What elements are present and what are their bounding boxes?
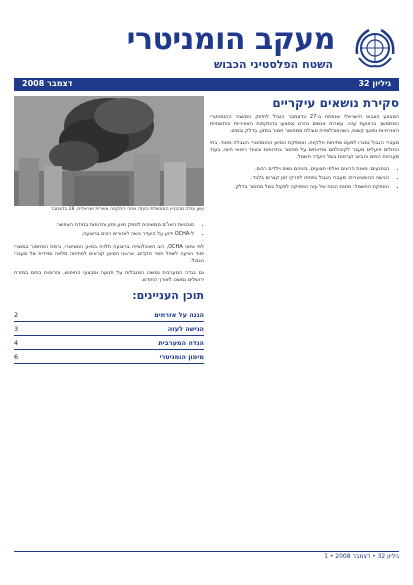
footer-divider bbox=[14, 551, 399, 552]
toc-page: 3 bbox=[14, 325, 19, 333]
bullet-item: • סוכנויות האו"ם ממשיכות לספק סיוע מזון ותרופות במידת האפשר. bbox=[14, 222, 194, 229]
bullet-list bbox=[210, 166, 399, 191]
toc-entry[interactable] bbox=[14, 308, 204, 322]
toc-page: 4 bbox=[14, 339, 19, 347]
masthead bbox=[14, 20, 399, 78]
bullet-list bbox=[14, 222, 204, 238]
toc-entry[interactable] bbox=[14, 322, 204, 336]
photo-caption: עשן עולה מהבניין הממשלתי בעזה אחרי התקפה אווירית ישראלית, 28 בדצמבר bbox=[50, 207, 204, 212]
smoke-photo bbox=[14, 96, 204, 206]
bullet-item: • הספקת החשמל: תחנת הכוח של עזה הפסיקה לפעול בשל מחסור בדלק. bbox=[210, 184, 389, 191]
issue-number: גיליון 32 bbox=[358, 79, 391, 88]
toc-page: 6 bbox=[14, 353, 19, 361]
section-heading: סקירת נושאים עיקריים bbox=[272, 96, 399, 110]
right-column bbox=[210, 96, 399, 193]
paragraph: מעברי הגבול נסגרו למעט פתיחות חלקיות, ואספקת הסיוע ההומניטרי הוגבלה מאוד. בתי החולים פועלים מעבר לקיבולתם ומדווחים על מחסור בתרופות ובציוד רפואי חיוני, בעוד מערכות המים והביוב קורסות בשל היעדר חשמל. bbox=[210, 140, 399, 160]
paragraph: המבצע הצבאי הישראלי שנפתח ב-27 בדצמבר הוביל לחיזוק המשבר ההומניטרי המתמשך ברצועת עזה. עשרות אנשים נהרגו ונפצעו בהתקפות האוויריות והתשתיות האזרחיות נפגעו קשות, כשהאוכלוסייה סובלת ממחסור חמור במזון, בדלק ובמים. bbox=[210, 114, 399, 134]
issue-bar bbox=[14, 78, 399, 91]
toc-label: הגישה לעזה bbox=[167, 325, 204, 333]
toc-label: הגנה על אזרחים bbox=[154, 311, 204, 319]
toc-entry[interactable] bbox=[14, 350, 204, 364]
paragraph: גם בגדה המערבית נמשכו המגבלות על תנועה ומבצעי החיפוש, והריסות בתים במזרח ירושלים נמשכו לאורך החודש. bbox=[14, 270, 204, 283]
toc-page: 2 bbox=[14, 311, 19, 319]
toc-label: מימון הומניטרי bbox=[159, 353, 204, 361]
paragraph: לפי נתוני OCHA, רוב האוכלוסייה ברצועה תלויה בסיוע הומניטרי, ורמת המחסור במוצרי יסוד הגיעה לשפל חסר תקדים. ארגוני הסיוע קוראים לפתיחה מלאה ומיידית של מעברי הגבול. bbox=[14, 244, 204, 264]
toc-label: הגדה המערבית bbox=[158, 339, 204, 347]
toc-entry[interactable] bbox=[14, 336, 204, 350]
bullet-item: • הגישה ההומניטרית: מעברי הגבול נפתחו לפרקי זמן קצרים בלבד. bbox=[210, 175, 389, 182]
toc-title: תוכן העניינים: bbox=[132, 289, 204, 302]
newsletter-title: מעקב הומניטרי bbox=[126, 22, 335, 57]
left-column bbox=[14, 222, 204, 364]
bullet-item: • הנפגעים: מאות הרוגים ואלפי פצועים, ביניהם נשים וילדים רבים. bbox=[210, 166, 389, 173]
un-emblem-icon bbox=[351, 24, 399, 72]
newsletter-subtitle: השטח הפלסטיני הכבוש bbox=[213, 58, 333, 71]
issue-date: דצמבר 2008 bbox=[22, 79, 73, 88]
page-footer: גיליון 32 • דצמבר 2008 • 1 bbox=[324, 553, 399, 560]
table-of-contents bbox=[14, 308, 204, 364]
bullet-item: • ל-OCHA ידוע על היעדר גישה לאזורים רבים ברצועה. bbox=[14, 231, 194, 238]
